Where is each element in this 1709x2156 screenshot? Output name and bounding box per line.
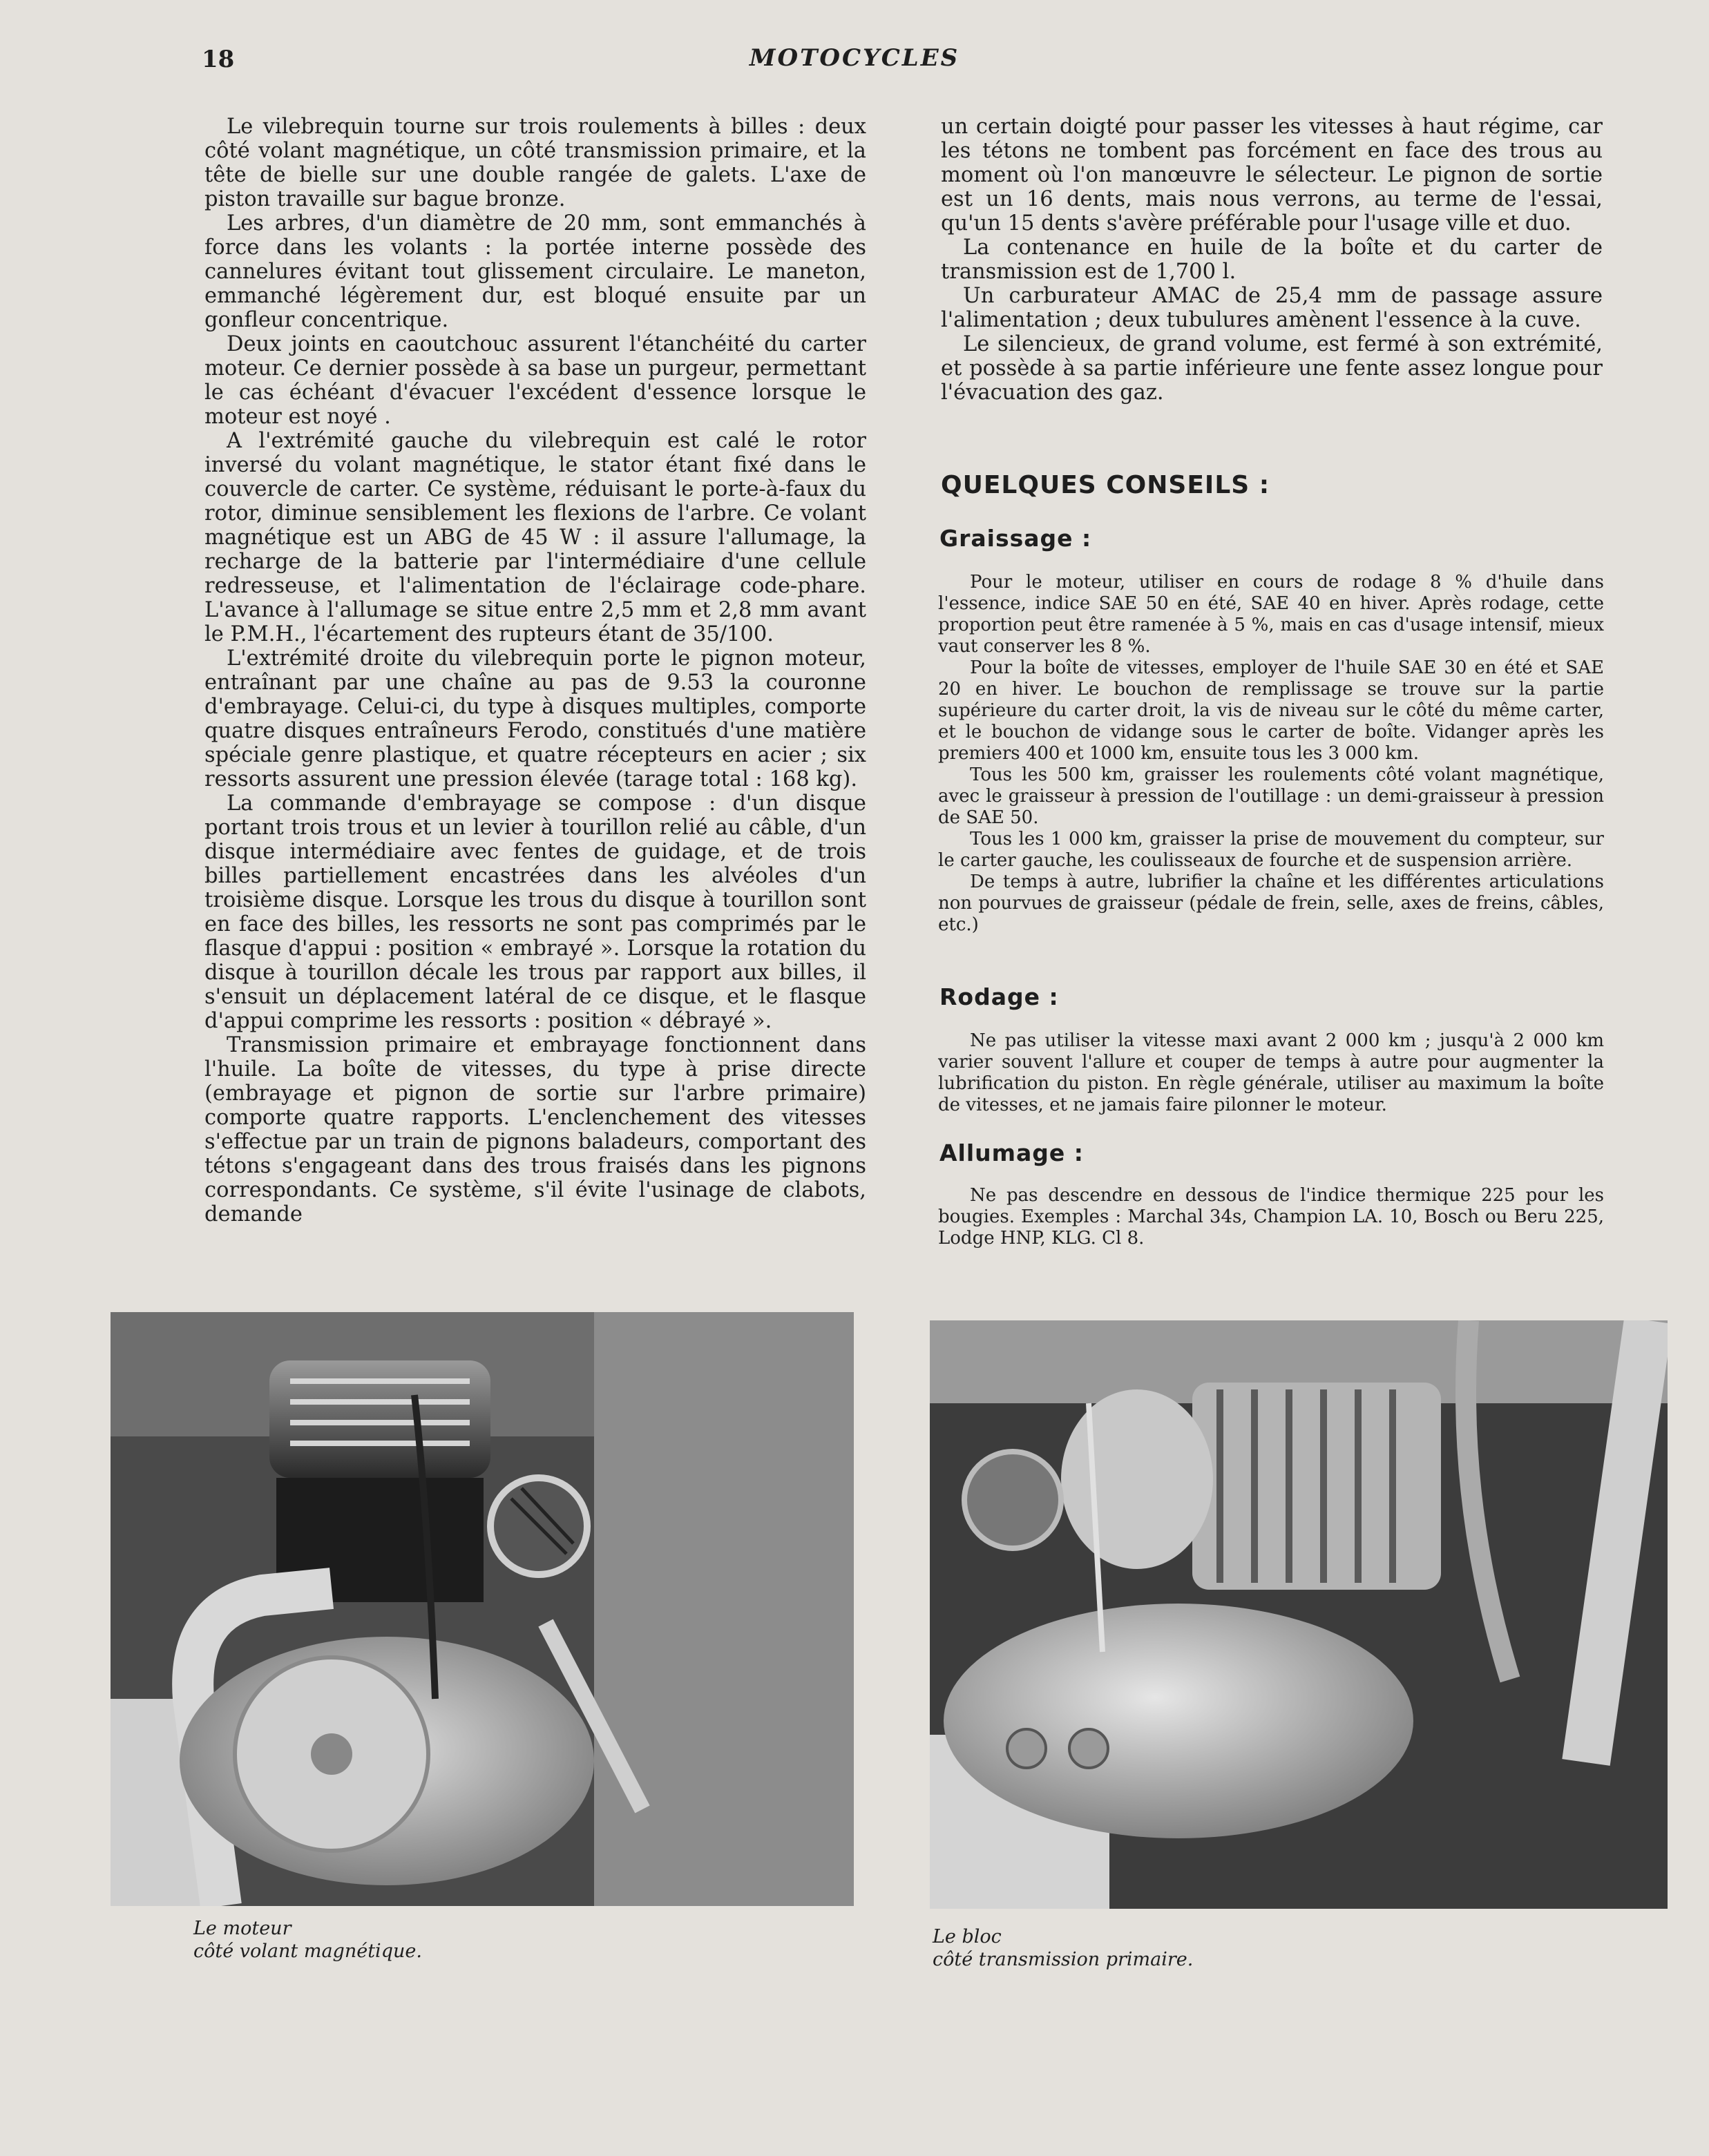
paragraph: Les arbres, d'un diamètre de 20 mm, sont emmanchés à force dans les volants : la portée interne possède des cannelures évitant tout glissement circulaire. Le maneton, emmanché légèrement dur, est bloqué ensuite par un gonfleur concentrique. (204, 211, 866, 332)
rodage-heading: Rodage : (939, 983, 1059, 1010)
tip-paragraph: Pour le moteur, utiliser en cours de rodage 8 % d'huile dans l'essence, indice SAE 50 en été, SAE 40 en hiver. Après rodage, cette proportion peut être ramenée à 5 %, mais en cas d'usage intensif, mieux vaut conserver les 8 %. (938, 572, 1604, 657)
tip-paragraph: Tous les 1 000 km, graisser la prise de mouvement du compteur, sur le carter gauche, les coulisseaux de fourche et de suspension arrière. (938, 829, 1604, 871)
tip-paragraph: Tous les 500 km, graisser les roulements côté volant magnétique, avec le graisseur à pression de l'outillage : un demi-graisseur à pression de SAE 50. (938, 764, 1604, 828)
caption-line: Le bloc (933, 1926, 1002, 1947)
paragraph: Transmission primaire et embrayage fonctionnent dans l'huile. La boîte de vitesses, du type à prise directe (embrayage et pignon de sortie sur l'arbre primaire) comporte quatre rapports. L'enclenchement des vitesses s'effectue par un train de pignons baladeurs, comportant des tétons s'engageant dans des trous fraisés dans les pignons correspondants. Ce système, s'il évite l'usinage de clabots, demande (204, 1033, 866, 1226)
advice-title: QUELQUES CONSEILS : (941, 471, 1270, 499)
right-text-column (941, 115, 1603, 405)
paragraph: Le silencieux, de grand volume, est fermé à son extrémité, et possède à sa partie inférieure une fente assez longue pour l'évacuation des gaz. (941, 332, 1603, 405)
paragraph: Un carburateur AMAC de 25,4 mm de passage assure l'alimentation ; deux tubulures amènent l'essence à la cuve. (941, 284, 1603, 332)
photo-caption-left (193, 1917, 422, 1963)
tip-paragraph: Pour la boîte de vitesses, employer de l'huile SAE 30 en été et SAE 20 en hiver. Le bouchon de remplissage se trouve sur la partie supérieure du carter droit, la vis de niveau sur le côté du même carter, et le bouchon de vidange sous le carter de boîte. Vidanger après les premiers 400 et 1000 km, ensuite tous les 3 000 km. (938, 657, 1604, 764)
graissage-text (938, 572, 1604, 936)
tip-paragraph: Ne pas descendre en dessous de l'indice thermique 225 pour les bougies. Exemples : Marchal 34s, Champion LA. 10, Bosch ou Beru 225, Lodge HNP, KLG. Cl 8. (938, 1185, 1604, 1249)
allumage-heading: Allumage : (939, 1139, 1084, 1166)
page-number: 18 (202, 46, 235, 73)
engine-primary-side-photo (930, 1320, 1668, 1909)
allumage-text (938, 1185, 1604, 1249)
paragraph: La contenance en huile de la boîte et du carter de transmission est de 1,700 l. (941, 235, 1603, 284)
left-text-column (204, 115, 866, 1226)
paragraph: Le vilebrequin tourne sur trois roulements à billes : deux côté volant magnétique, un côté transmission primaire, et la tête de bielle sur une double rangée de galets. L'axe de piston travaille sur bague bronze. (204, 115, 866, 211)
graissage-heading: Graissage : (939, 525, 1092, 552)
photo-caption-right (933, 1925, 1193, 1971)
paragraph: A l'extrémité gauche du vilebrequin est calé le rotor inversé du volant magnétique, le stator étant fixé dans le couvercle de carter. Ce système, réduisant le porte-à-faux du rotor, diminue sensiblement les flexions de l'arbre. Ce volant magnétique est un ABG de 45 W : il assure l'allumage, la recharge de la batterie par l'intermédiaire d'une cellule redresseuse, et l'alimentation de l'éclairage code-phare. L'avance à l'allumage se situe entre 2,5 mm et 2,8 mm avant le P.M.H., l'écartement des rupteurs étant de 35/100. (204, 429, 866, 646)
tip-paragraph: Ne pas utiliser la vitesse maxi avant 2 000 km ; jusqu'à 2 000 km varier souvent l'allure et couper de temps à autre pour augmenter la lubrification du piston. En règle générale, utiliser au maximum la boîte de vitesses, et ne jamais faire pilonner le moteur. (938, 1030, 1604, 1115)
paragraph: un certain doigté pour passer les vitesses à haut régime, car les tétons ne tombent pas forcément en face des trous au moment où l'on manœuvre le sélecteur. Le pignon de sortie est un 16 dents, mais nous verrons, au terme de l'essai, qu'un 15 dents s'avère préférable pour l'usage ville et duo. (941, 115, 1603, 235)
caption-line: côté volant magnétique. (193, 1941, 422, 1962)
paragraph: Deux joints en caoutchouc assurent l'étanchéité du carter moteur. Ce dernier possède à sa base un purgeur, permettant le cas échéant d'évacuer l'excédent d'essence lorsque le moteur est noyé . (204, 332, 866, 429)
caption-line: Le moteur (193, 1918, 292, 1939)
rodage-text (938, 1030, 1604, 1116)
engine-magneto-side-photo (111, 1312, 854, 1906)
tip-paragraph: De temps à autre, lubrifier la chaîne et les différentes articulations non pourvues de graisseur (pédale de frein, selle, axes de freins, câbles, etc.) (938, 872, 1604, 935)
paragraph: L'extrémité droite du vilebrequin porte le pignon moteur, entraînant par une chaîne au pas de 9.53 la couronne d'embrayage. Celui-ci, du type à disques multiples, comporte quatre disques entraîneurs Ferodo, constitués d'une matière spéciale genre plastique, et quatre récepteurs en acier ; six ressorts assurent une pression élevée (tarage total : 168 kg). (204, 646, 866, 791)
paragraph: La commande d'embrayage se compose : d'un disque portant trois trous et un levier à tourillon relié au câble, d'un disque intermédiaire avec fentes de guidage, et de trois billes partiellement encastrées dans les alvéoles d'un troisième disque. Lorsque les trous du disque à tourillon sont en face des billes, les ressorts ne sont pas comprimés par le flasque d'appui : position « embrayé ». Lorsque la rotation du disque à tourillon décale les trous par rapport aux billes, il s'ensuit un déplacement latéral de ce disque, et le flasque d'appui comprime les ressorts : position « débrayé ». (204, 791, 866, 1033)
caption-line: côté transmission primaire. (933, 1949, 1194, 1970)
running-title: MOTOCYCLES (749, 44, 960, 72)
